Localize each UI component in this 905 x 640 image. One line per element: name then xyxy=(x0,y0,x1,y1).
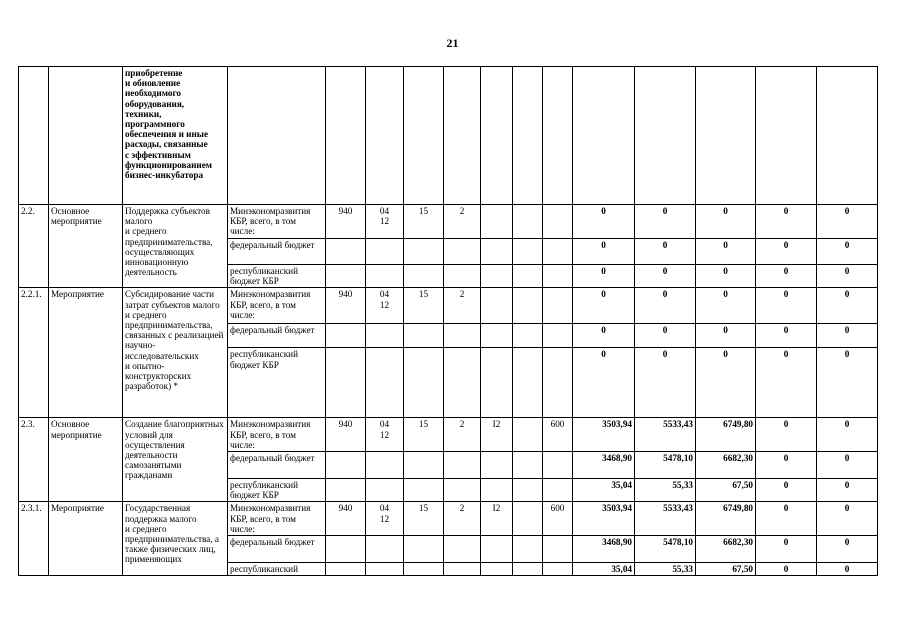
amount-cell: 0 xyxy=(817,502,878,536)
amount-cell: 0 xyxy=(817,348,878,418)
amount-cell: 0 xyxy=(696,239,756,265)
executor-cell: республиканский бюджет КБР xyxy=(228,348,326,418)
empty-cell xyxy=(513,348,543,418)
grbs-code: 940 xyxy=(326,502,366,536)
cs-code-1: 15 xyxy=(404,502,444,536)
table-row xyxy=(19,67,878,205)
empty-cell xyxy=(444,348,481,418)
empty-cell xyxy=(513,563,543,576)
amount-cell: 0 xyxy=(635,239,696,265)
amount-cell: 0 xyxy=(817,288,878,324)
amount-cell: 0 xyxy=(817,452,878,479)
empty-cell xyxy=(444,324,481,348)
empty-cell xyxy=(513,536,543,563)
executor-cell: федеральный бюджет xyxy=(228,324,326,348)
empty-cell xyxy=(481,324,513,348)
amount-cell: 0 xyxy=(817,563,878,576)
event-name: Субсидирование части затрат субъектов малого и среднего предпринимательства, связанных с реализацией научно-исследовательских и опытно-конструкторских разработок) * xyxy=(123,288,228,418)
executor-cell: Минэкономразвития КБР, всего, в том числе: xyxy=(228,288,326,324)
empty-cell xyxy=(444,265,481,288)
table-row xyxy=(19,502,878,536)
row-number: 2.3.1. xyxy=(19,502,49,576)
empty-cell xyxy=(513,502,543,536)
empty-cell xyxy=(543,239,573,265)
empty-cell xyxy=(326,265,366,288)
empty-cell xyxy=(481,265,513,288)
empty-cell xyxy=(366,348,404,418)
amount-cell: 67,50 xyxy=(696,479,756,502)
grbs-code: 940 xyxy=(326,418,366,452)
empty-cell xyxy=(404,563,444,576)
empty-cell xyxy=(228,67,326,205)
amount-cell: 0 xyxy=(696,348,756,418)
amount-cell: 0 xyxy=(817,418,878,452)
amount-cell: 5478,10 xyxy=(635,536,696,563)
amount-cell: 5478,10 xyxy=(635,452,696,479)
executor-cell: федеральный бюджет xyxy=(228,536,326,563)
empty-cell xyxy=(404,239,444,265)
amount-cell: 0 xyxy=(696,324,756,348)
empty-cell xyxy=(543,563,573,576)
empty-cell xyxy=(513,239,543,265)
amount-cell: 0 xyxy=(817,479,878,502)
empty-cell xyxy=(481,452,513,479)
amount-cell: 0 xyxy=(635,324,696,348)
amount-cell: 0 xyxy=(817,324,878,348)
amount-cell: 5533,43 xyxy=(635,502,696,536)
event-name: Поддержка субъектов малого и среднего предпринимательства, осуществляющих инновационную деятельность xyxy=(123,205,228,288)
amount-cell: 3503,94 xyxy=(573,418,635,452)
amount-cell: 0 xyxy=(696,205,756,239)
amount-cell: 6682,30 xyxy=(696,536,756,563)
empty-cell xyxy=(573,67,635,205)
empty-cell xyxy=(326,348,366,418)
event-name: Государственная поддержка малого и среднего предпринимательства, а также физических лиц, применяющих xyxy=(123,502,228,576)
amount-cell: 0 xyxy=(635,205,696,239)
row-number: 2.2.1. xyxy=(19,288,49,418)
number-cell xyxy=(19,67,49,205)
cs-code-3: I2 xyxy=(481,418,513,452)
cs-code-2: 2 xyxy=(444,288,481,324)
grbs-code: 940 xyxy=(326,205,366,239)
empty-cell xyxy=(404,324,444,348)
cs-code-2: 2 xyxy=(444,418,481,452)
empty-cell xyxy=(513,452,543,479)
empty-cell xyxy=(543,479,573,502)
vr-code: 600 xyxy=(543,418,573,452)
empty-cell xyxy=(366,324,404,348)
empty-cell xyxy=(543,324,573,348)
type-cell xyxy=(49,67,123,205)
amount-cell: 0 xyxy=(817,239,878,265)
empty-cell xyxy=(513,288,543,324)
amount-cell: 0 xyxy=(756,479,817,502)
empty-cell xyxy=(635,67,696,205)
empty-cell xyxy=(513,265,543,288)
amount-cell: 3468,90 xyxy=(573,536,635,563)
event-type: Основное мероприятие xyxy=(49,418,123,502)
empty-cell xyxy=(326,563,366,576)
executor-cell: Минэкономразвития КБР, всего, в том числе: xyxy=(228,418,326,452)
empty-cell xyxy=(513,324,543,348)
cs-code-1: 15 xyxy=(404,418,444,452)
empty-cell xyxy=(513,479,543,502)
empty-cell xyxy=(404,536,444,563)
event-type: Мероприятие xyxy=(49,288,123,418)
amount-cell: 35,04 xyxy=(573,563,635,576)
rzpr-code: 04 12 xyxy=(366,288,404,324)
executor-cell: республиканский бюджет КБР xyxy=(228,479,326,502)
amount-cell: 0 xyxy=(756,348,817,418)
empty-cell xyxy=(366,265,404,288)
empty-cell xyxy=(543,348,573,418)
amount-cell: 0 xyxy=(756,265,817,288)
executor-cell: федеральный бюджет xyxy=(228,452,326,479)
empty-cell xyxy=(543,67,573,205)
empty-cell xyxy=(444,452,481,479)
amount-cell: 0 xyxy=(635,265,696,288)
cs-code-2: 2 xyxy=(444,205,481,239)
amount-cell: 0 xyxy=(635,288,696,324)
table-row xyxy=(19,205,878,239)
empty-cell xyxy=(756,67,817,205)
amount-cell: 6682,30 xyxy=(696,452,756,479)
amount-cell: 0 xyxy=(817,205,878,239)
cs-code-3 xyxy=(481,288,513,324)
empty-cell xyxy=(543,452,573,479)
empty-cell xyxy=(481,67,513,205)
amount-cell: 0 xyxy=(573,205,635,239)
empty-cell xyxy=(481,536,513,563)
empty-cell xyxy=(481,239,513,265)
amount-cell: 0 xyxy=(573,348,635,418)
empty-cell xyxy=(404,348,444,418)
rzpr-code: 04 12 xyxy=(366,205,404,239)
amount-cell: 6749,80 xyxy=(696,418,756,452)
amount-cell: 0 xyxy=(756,502,817,536)
amount-cell: 0 xyxy=(817,536,878,563)
amount-cell: 0 xyxy=(756,563,817,576)
empty-cell xyxy=(543,265,573,288)
empty-cell xyxy=(404,67,444,205)
row-number: 2.3. xyxy=(19,418,49,502)
amount-cell: 6749,80 xyxy=(696,502,756,536)
empty-cell xyxy=(404,479,444,502)
empty-cell xyxy=(326,479,366,502)
empty-cell xyxy=(481,563,513,576)
empty-cell xyxy=(444,563,481,576)
executor-cell: федеральный бюджет xyxy=(228,239,326,265)
amount-cell: 5533,43 xyxy=(635,418,696,452)
amount-cell: 67,50 xyxy=(696,563,756,576)
empty-cell xyxy=(513,418,543,452)
rzpr-code: 04 12 xyxy=(366,418,404,452)
empty-cell xyxy=(696,67,756,205)
empty-cell xyxy=(513,205,543,239)
empty-cell xyxy=(366,536,404,563)
empty-cell xyxy=(326,324,366,348)
amount-cell: 0 xyxy=(756,536,817,563)
empty-cell xyxy=(543,536,573,563)
amount-cell: 0 xyxy=(573,324,635,348)
amount-cell: 0 xyxy=(756,452,817,479)
amount-cell: 0 xyxy=(756,239,817,265)
amount-cell: 3468,90 xyxy=(573,452,635,479)
row-number: 2.2. xyxy=(19,205,49,288)
empty-cell xyxy=(481,479,513,502)
event-type: Основное мероприятие xyxy=(49,205,123,288)
amount-cell: 35,04 xyxy=(573,479,635,502)
empty-cell xyxy=(366,563,404,576)
empty-cell xyxy=(444,67,481,205)
page-number: 21 xyxy=(446,36,459,50)
empty-cell xyxy=(444,536,481,563)
cs-code-3 xyxy=(481,205,513,239)
cs-code-1: 15 xyxy=(404,205,444,239)
amount-cell: 0 xyxy=(696,288,756,324)
amount-cell: 55,33 xyxy=(635,479,696,502)
amount-cell: 0 xyxy=(573,239,635,265)
cs-code-2: 2 xyxy=(444,502,481,536)
vr-code xyxy=(543,288,573,324)
executor-cell: Минэкономразвития КБР, всего, в том числе: xyxy=(228,205,326,239)
event-cell: приобретение и обновление необходимого оборудования, техники, программного обеспечения и иные расходы, связанные с эффективным функционированием бизнес-инкубатора xyxy=(123,67,228,205)
budget-table xyxy=(18,66,878,576)
empty-cell xyxy=(444,479,481,502)
amount-cell: 0 xyxy=(756,418,817,452)
cs-code-3: I2 xyxy=(481,502,513,536)
cs-code-1: 15 xyxy=(404,288,444,324)
empty-cell xyxy=(366,67,404,205)
table-row xyxy=(19,288,878,324)
empty-cell xyxy=(366,239,404,265)
amount-cell: 55,33 xyxy=(635,563,696,576)
vr-code xyxy=(543,205,573,239)
empty-cell xyxy=(326,239,366,265)
empty-cell xyxy=(366,479,404,502)
rzpr-code: 04 12 xyxy=(366,502,404,536)
empty-cell xyxy=(513,67,543,205)
empty-cell xyxy=(404,452,444,479)
empty-cell xyxy=(366,452,404,479)
empty-cell xyxy=(444,239,481,265)
empty-cell xyxy=(326,536,366,563)
amount-cell: 0 xyxy=(573,288,635,324)
empty-cell xyxy=(326,67,366,205)
empty-cell xyxy=(817,67,878,205)
amount-cell: 0 xyxy=(817,265,878,288)
event-type: Мероприятие xyxy=(49,502,123,576)
executor-cell: республиканский бюджет КБР xyxy=(228,265,326,288)
amount-cell: 0 xyxy=(696,265,756,288)
amount-cell: 0 xyxy=(756,205,817,239)
empty-cell xyxy=(326,452,366,479)
amount-cell: 0 xyxy=(756,324,817,348)
amount-cell: 0 xyxy=(573,265,635,288)
amount-cell: 0 xyxy=(635,348,696,418)
grbs-code: 940 xyxy=(326,288,366,324)
vr-code: 600 xyxy=(543,502,573,536)
executor-cell: республиканский xyxy=(228,563,326,576)
empty-cell xyxy=(481,348,513,418)
amount-cell: 0 xyxy=(756,288,817,324)
executor-cell: Минэкономразвития КБР, всего, в том числе: xyxy=(228,502,326,536)
empty-cell xyxy=(404,265,444,288)
table-row xyxy=(19,418,878,452)
amount-cell: 3503,94 xyxy=(573,502,635,536)
event-name: Создание благоприятных условий для осуществления деятельности самозанятыми гражданами xyxy=(123,418,228,502)
